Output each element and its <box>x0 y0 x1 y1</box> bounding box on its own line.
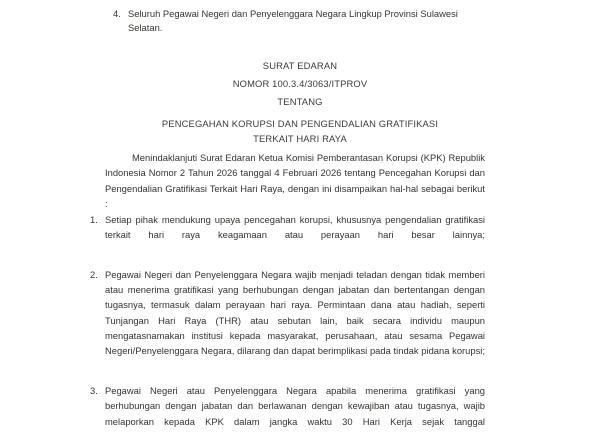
heading-nomor: NOMOR 100.3.4/3063/ITPROV <box>232 78 368 90</box>
list-item <box>90 383 485 444</box>
continued-list-item-marker: 4. <box>113 8 121 19</box>
list-item-text: Pegawai Negeri dan Penyelenggara Negara wajib menjadi teladan dengan tidak memberi atau menerima gratifikasi yang berhubungan dengan jabatan dan bertentangan dengan tugasnya, termasuk dalam perayaan hari raya. Permintaan dana atau hadiah, seperti Tunjangan Hari Raya (THR) atau sebutan lain, baik secara individu maupun mengatasnamakan institusi kepada masyarakat, perusahaan, atau sesama Pegawai Negeri/Penyelenggara Negara, dilarang dan dapat berimplikasi pada tindak pidana korupsi; <box>105 268 485 357</box>
intro-text: Menindaklanjuti Surat Edaran Ketua Komisi Pemberantasan Korupsi (KPK) Republik Indonesia Nomor 2 Tahun 2026 tanggal 4 Februari 2026 tentang Pencegahan Korupsi dan Pengendalian Gratifikasi Terkait Hari Raya, dengan ini disampaikan hal-hal sebagai berikut : <box>105 152 485 209</box>
continued-list-item <box>113 7 485 36</box>
list-item-text: Pegawai Negeri atau Penyelenggara Negara apabila menerima gratifikasi yang berhubungan dengan jabatan dan berlawanan dengan kewajiban atau tugasnya, wajib melaporkan kepada KPK dalam jangka waktu 30 Hari Kerja sejak tanggal <box>105 384 485 427</box>
list-item <box>90 267 485 374</box>
document-heading <box>0 57 600 146</box>
list-item-marker: 3. <box>90 384 98 396</box>
continued-list-item-text: Seluruh Pegawai Negeri dan Penyelenggara Negara Lingkup Provinsi Sulawesi Selatan. <box>128 8 458 34</box>
heading-subject-line-2: TERKAIT HARI RAYA <box>253 133 347 145</box>
heading-subject-line-1: PENCEGAHAN KORUPSI DAN PENGENDALIAN GRATIFIKASI <box>161 117 439 129</box>
numbered-list <box>90 212 485 444</box>
heading-tentang: TENTANG <box>277 96 323 108</box>
list-item <box>90 212 485 258</box>
list-item-text: Setiap pihak mendukung upaya pencegahan korupsi, khususnya pengendalian gratifikasi terkait hari raya keagamaan atau perayaan hari besar lainnya; <box>105 214 485 241</box>
heading-surat-edaran: SURAT EDARAN <box>262 60 338 71</box>
list-item-marker: 2. <box>90 268 98 280</box>
list-item-marker: 1. <box>90 214 98 225</box>
